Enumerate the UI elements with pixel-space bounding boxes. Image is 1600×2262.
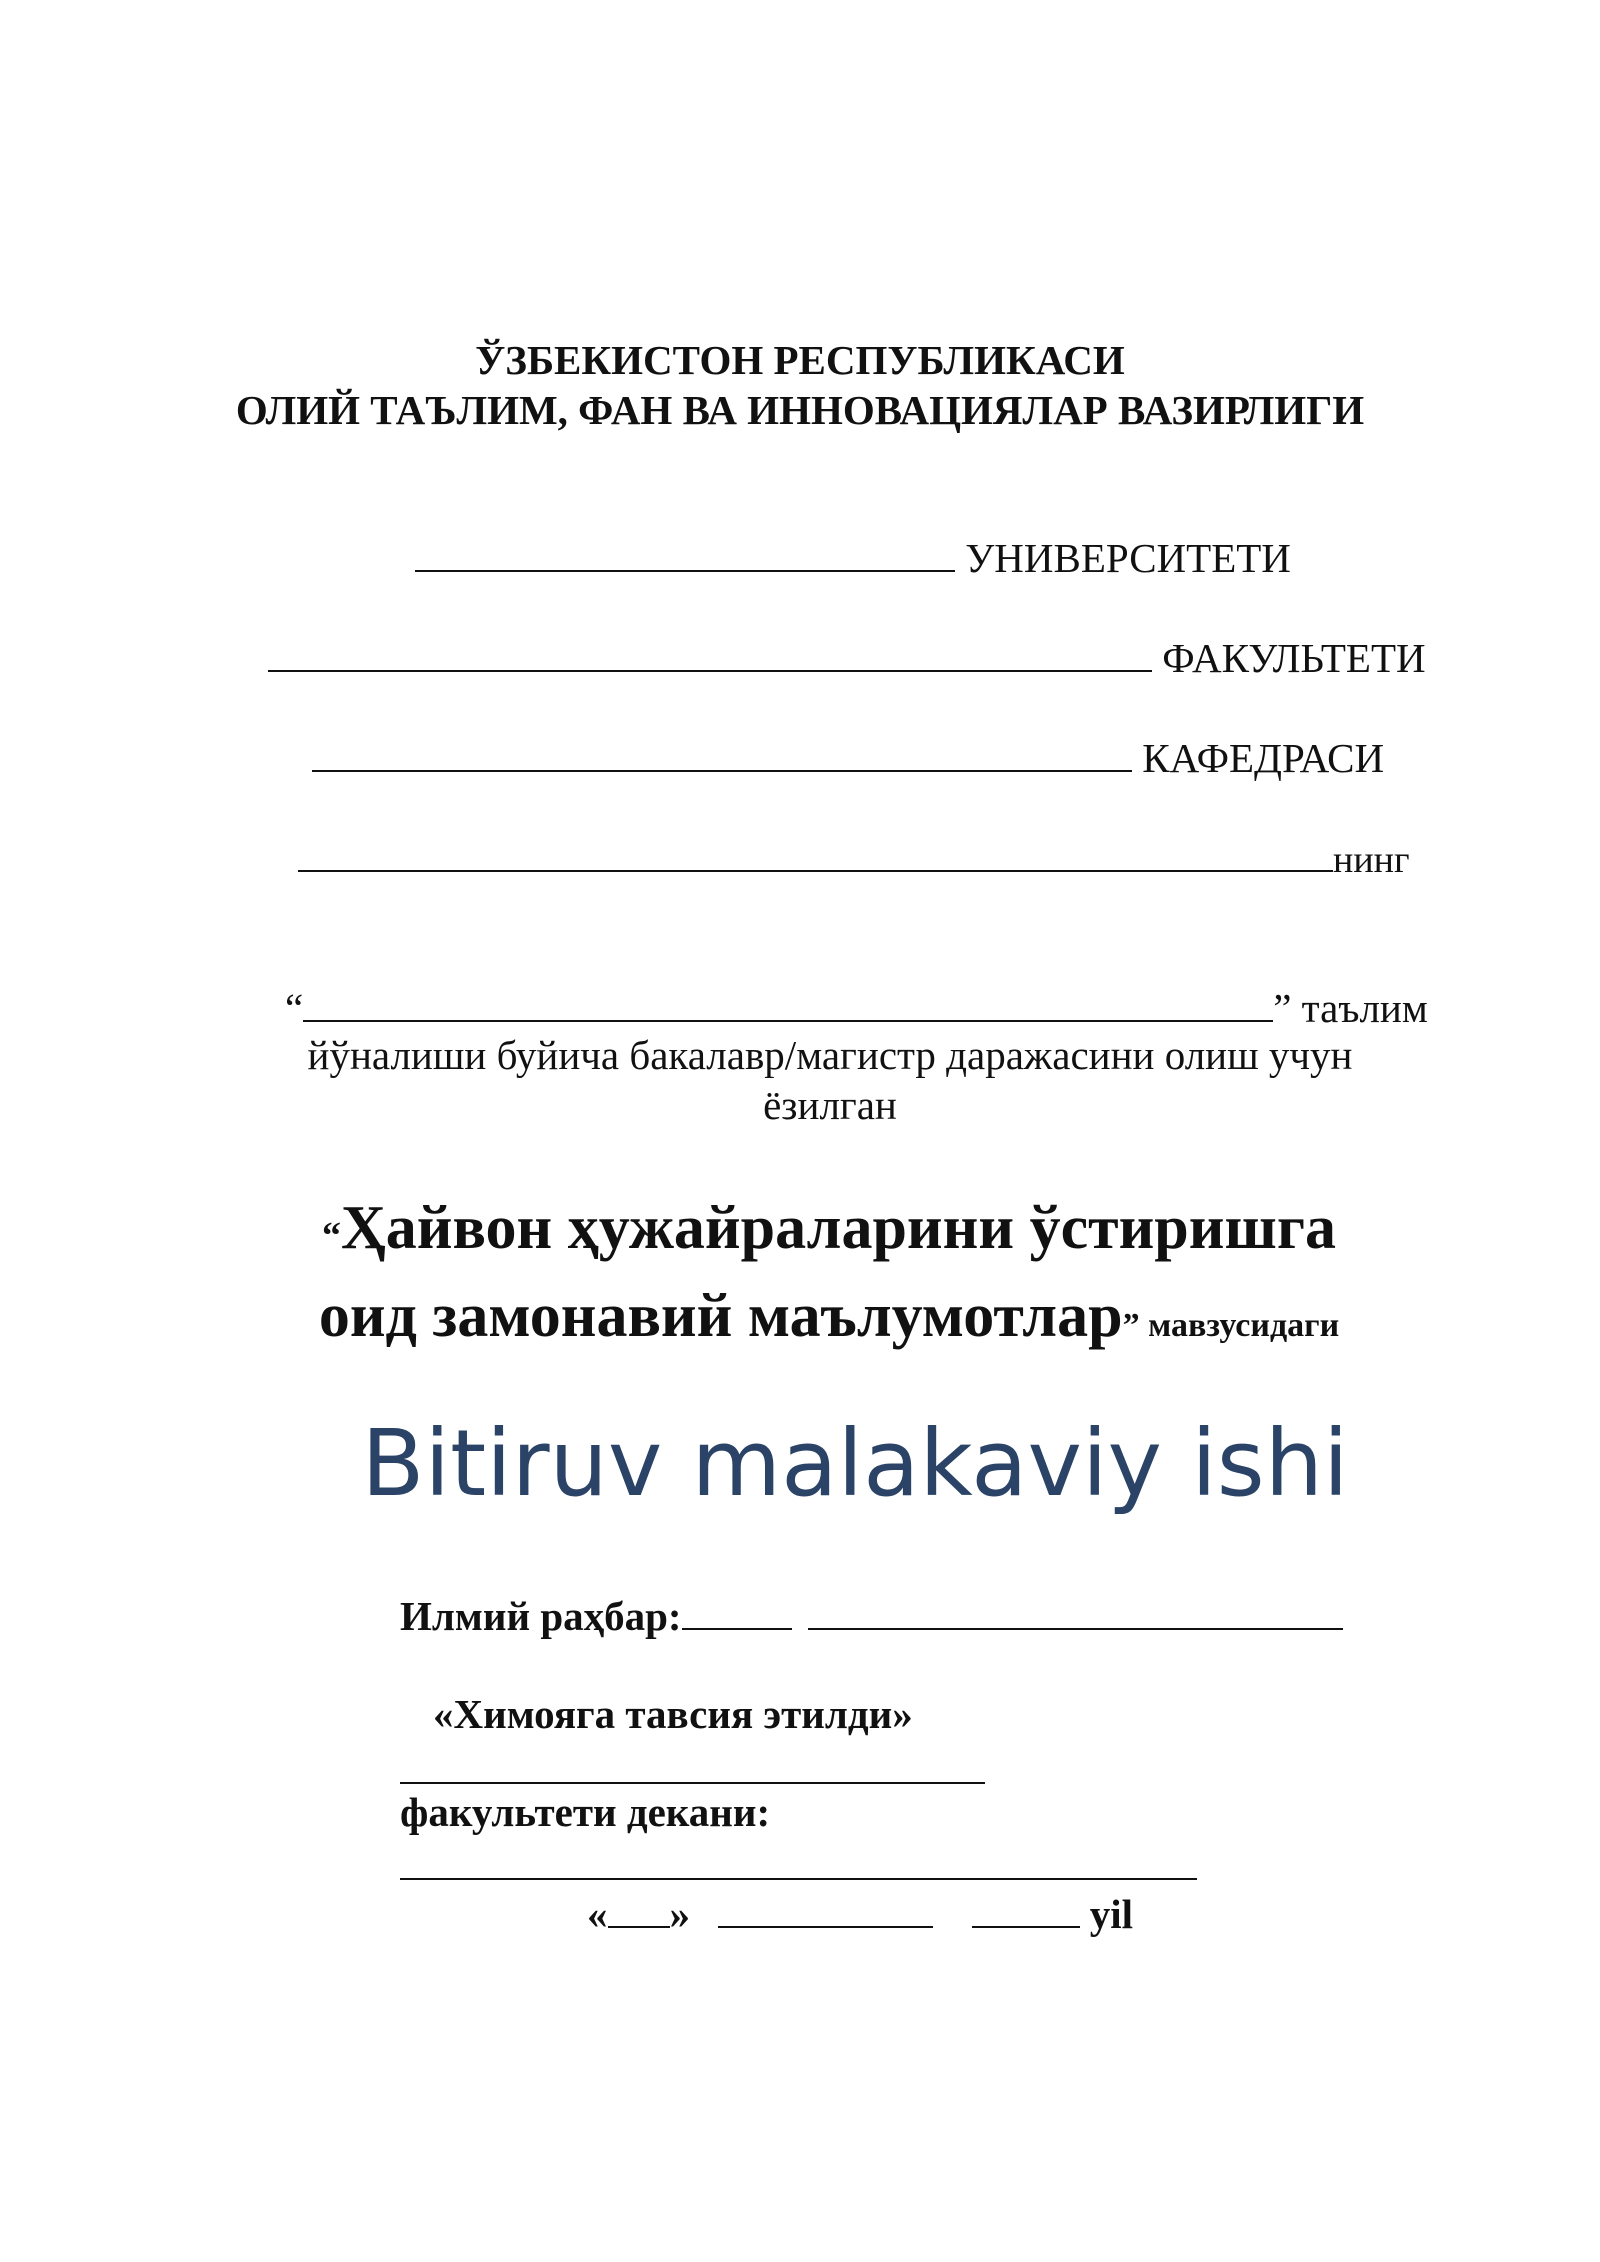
topic-line-2-row: [0, 1276, 1600, 1366]
department-field: [312, 732, 1384, 782]
year-blank: [972, 1888, 1080, 1928]
recommended-text: «Химояга тавсия этилди»: [433, 1691, 913, 1737]
genitive-label: нинг: [1333, 839, 1410, 881]
direction-open-quote: “: [285, 985, 304, 1031]
direction-close-text: ” таълим: [1273, 985, 1428, 1031]
topic-close-suffix: ” мавзусидаги: [1122, 1307, 1340, 1344]
recommended-signature-line: [400, 1752, 985, 1784]
topic-open-quote: “: [322, 1215, 341, 1257]
date-field: [587, 1888, 1133, 1938]
advisor-field: [400, 1590, 1343, 1640]
faculty-field: [268, 632, 1426, 682]
direction-blank: [303, 982, 1273, 1022]
date-close-quote: »: [669, 1891, 690, 1937]
faculty-label: ФАКУЛЬТЕТИ: [1162, 635, 1426, 681]
dean-signature-line: [400, 1848, 1197, 1880]
direction-text: [0, 1030, 1600, 1130]
ministry-header: [0, 335, 1600, 435]
topic-title: [0, 1188, 1600, 1366]
year-word: yil: [1089, 1891, 1134, 1937]
work-title: [0, 1410, 1600, 1517]
university-field: [415, 532, 1291, 582]
topic-line-1: Ҳайвон ҳужайраларини ўстиришга: [341, 1194, 1336, 1262]
department-blank: [312, 732, 1132, 772]
direction-line-1: [285, 982, 1428, 1032]
header-line-2: ОЛИЙ ТАЪЛИМ, ФАН ВА ИННОВАЦИЯЛАР ВАЗИРЛИГИ: [235, 387, 1365, 433]
department-label: КАФЕДРАСИ: [1142, 735, 1385, 781]
work-title-text: Bitiruv malakaviy ishi: [361, 1410, 1349, 1517]
topic-line-1-row: [0, 1188, 1600, 1276]
date-open-quote: «: [587, 1891, 608, 1937]
dean-label: факультети декани:: [400, 1789, 771, 1835]
direction-line-2: йўналиши буйича бакалавр/магистр даражасини олиш учун: [307, 1032, 1353, 1078]
month-blank: [718, 1888, 933, 1928]
topic-line-2: оид замонавий маълумотлар: [318, 1282, 1123, 1350]
university-blank: [415, 532, 955, 572]
advisor-long-blank: [808, 1590, 1343, 1630]
header-line-1: ЎЗБЕКИСТОН РЕСПУБЛИКАСИ: [475, 337, 1125, 383]
faculty-blank: [268, 632, 1152, 672]
genitive-blank: [298, 832, 1333, 872]
university-label: УНИВЕРСИТЕТИ: [965, 535, 1291, 581]
advisor-short-blank: [682, 1590, 792, 1630]
genitive-field: [298, 832, 1410, 882]
day-blank: [608, 1888, 670, 1928]
direction-line-3: ёзилган: [763, 1082, 897, 1128]
advisor-label: Илмий раҳбар:: [400, 1593, 682, 1639]
